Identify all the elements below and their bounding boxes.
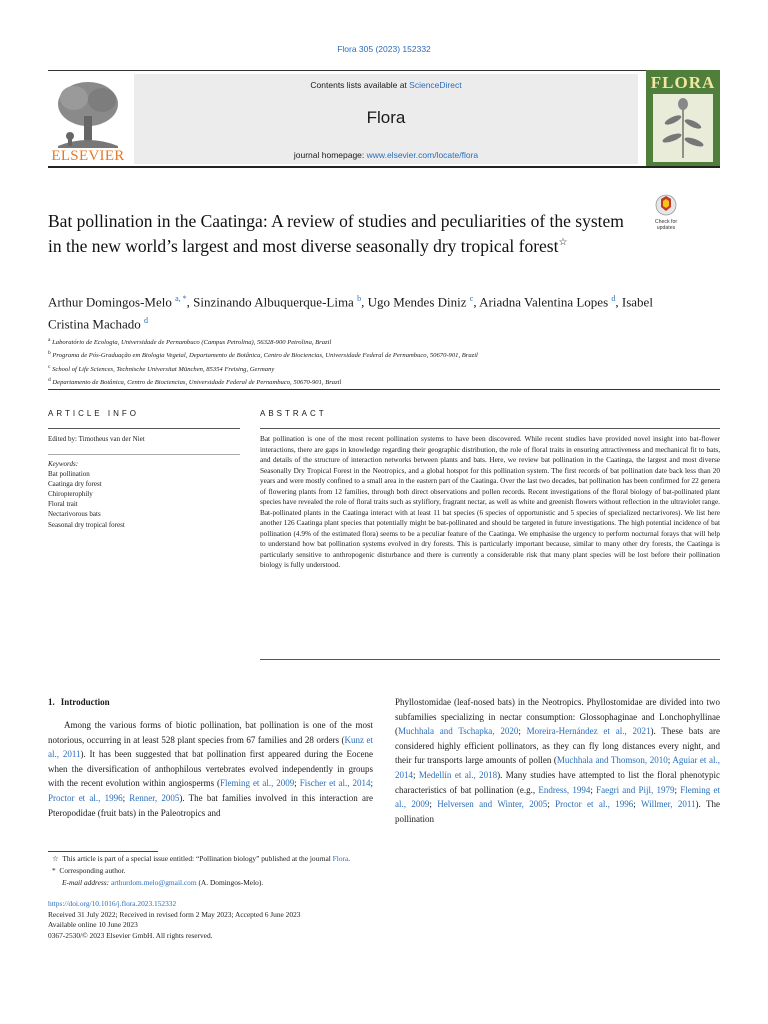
citation-link[interactable]: Fischer et al., 2014 xyxy=(299,778,371,789)
title-footnote-mark[interactable]: ☆ xyxy=(558,237,568,248)
body-text: ). The bat families involved in this interaction are Pteropodidae (fruit bats) in the Paleotropics and xyxy=(48,792,373,818)
affiliation-text: Laboratório de Ecologia, Universidade de Pernambuco (Campus Petrolina), 56328-900 Petrolina, Brazil xyxy=(52,339,332,347)
author-name[interactable]: Isabel Cristina Machado xyxy=(48,294,653,332)
citation-link[interactable]: Muchhala and Thomson, 2010 xyxy=(556,755,668,766)
keyword: Nectarivorous bats xyxy=(48,510,101,519)
body-text: ; xyxy=(122,792,130,803)
author-list xyxy=(48,289,688,334)
header-bottom-rule xyxy=(48,166,720,168)
body-text: ; xyxy=(370,778,373,789)
affiliation-key: b xyxy=(48,350,51,357)
journal-link[interactable]: Flora xyxy=(332,854,349,863)
footnote-email xyxy=(52,877,712,889)
body-text: ; xyxy=(413,769,419,780)
affiliation-text: School of Life Sciences, Technische Universitat München, 85354 Freising, Germany xyxy=(52,365,275,373)
affiliation-list xyxy=(48,335,720,389)
affiliation xyxy=(48,335,720,348)
author-affiliation-mark[interactable]: c xyxy=(469,294,474,303)
contents-prefix: Contents lists available at xyxy=(310,80,410,90)
keyword: Bat pollination xyxy=(48,470,90,479)
publisher-logo-text: ELSEVIER xyxy=(51,148,125,164)
affiliation-text: Departamento de Botânica, Centro de Biociencias, Universidade Federal de Pernambuco, 50670-901, Brazil xyxy=(52,379,342,387)
author-name[interactable]: Ariadna Valentina Lopes xyxy=(479,294,609,310)
citation-link[interactable]: Proctor et al., 1996 xyxy=(48,792,123,803)
author-name[interactable]: Ugo Mendes Diniz xyxy=(367,294,467,310)
keywords-block xyxy=(48,459,240,530)
body-text: ). Many studies have attempted to list the floral phenotypic characteristics of bat pollination (e.g., xyxy=(395,769,721,795)
section-heading-introduction xyxy=(48,697,110,707)
affiliation xyxy=(48,375,720,388)
doi-link[interactable]: https://doi.org/10.1016/j.flora.2023.152332 xyxy=(48,899,177,908)
affiliation-key: d xyxy=(48,377,51,384)
publication-info xyxy=(48,899,708,941)
citation-link[interactable]: Muchhala and Tschapka, 2020 xyxy=(398,726,519,737)
available-online: Available online 10 June 2023 xyxy=(48,920,138,930)
email-owner: (A. Domingos-Melo). xyxy=(196,877,264,887)
footnote-text: Corresponding author. xyxy=(59,865,126,875)
body-text: Among the various forms of biotic pollination, bat pollination is one of the most notorious, occurring in at least 528 plant species from 67 families and 28 orders ( xyxy=(48,720,373,745)
email-label: E-mail address: xyxy=(62,877,111,887)
body-column-right xyxy=(395,695,720,826)
body-text: ). These bats are considered highly efficient pollinators, as they can fly long distances every night, and their fur transports large amounts of pollen ( xyxy=(395,726,720,766)
article-title xyxy=(48,210,633,257)
footnote-corresponding xyxy=(52,865,712,877)
keyword: Caatinga dry forest xyxy=(48,480,102,489)
author-name[interactable]: Sinzinando Albuquerque-Lima xyxy=(193,294,354,310)
affiliation-text: Programa de Pós-Graduação em Biologia Vegetal, Departamento de Botânica, Centro de Biociencias, Universidade Federal de Pernambuco, 50670-901, Brazil xyxy=(52,352,478,360)
journal-citation[interactable]: Flora 305 (2023) 152332 xyxy=(337,44,431,54)
body-text: ; xyxy=(590,784,597,795)
body-column-left xyxy=(48,718,373,820)
footnote-end: . xyxy=(348,854,351,863)
citation-link[interactable]: Moreira-Hernández et al., 2021 xyxy=(526,726,651,737)
email-link[interactable]: arthurdom.melo@gmail.com xyxy=(111,877,197,887)
footnotes xyxy=(52,853,712,888)
citation-link[interactable]: Fleming et al., 2009 xyxy=(395,784,720,810)
citation-link[interactable]: Aguiar et al., 2014 xyxy=(395,755,720,780)
abstract-bottom-rule xyxy=(260,659,720,660)
citation-link[interactable]: Medellín et al., 2018 xyxy=(418,769,498,780)
affiliation-key: a xyxy=(48,337,51,343)
body-text: ; xyxy=(294,778,300,789)
homepage-prefix: journal homepage: xyxy=(293,150,367,160)
article-info-rule xyxy=(48,428,240,429)
footnote-text: This article is part of a special issue entitled: “Pollination biology” published at the journal xyxy=(62,854,333,863)
author-separator: , xyxy=(186,294,194,310)
contents-availability xyxy=(134,80,638,90)
section-divider xyxy=(48,389,720,390)
header-top-rule xyxy=(48,70,720,71)
body-text: Phyllostomidae (leaf-nosed bats) in the Neotropics. Phyllostomidae are divided into two subfamilies specializing in nectar consumption: Glossophaginae and Lonchophyllinae ( xyxy=(395,697,720,737)
sciencedirect-link[interactable]: ScienceDirect xyxy=(409,80,462,90)
author-name[interactable]: Arthur Domingos-Melo xyxy=(48,294,172,310)
citation-link[interactable]: Renner, 2005 xyxy=(129,792,180,803)
body-text: ). It has been suggested that bat pollination first appeared during the Eocene when the diversification of anthophilous vertebrates evolved independently in groups with the recent evolution within angiosperms ( xyxy=(48,749,373,789)
body-text: ; xyxy=(547,799,556,810)
citation-link[interactable]: Fleming et al., 2009 xyxy=(220,778,295,789)
body-text: ; xyxy=(674,784,681,795)
citation-link[interactable]: Proctor et al., 1996 xyxy=(555,799,634,810)
keyword: Chiropterophily xyxy=(48,490,93,499)
citation-link[interactable]: Helversen and Winter, 2005 xyxy=(437,799,548,810)
article-title-text: Bat pollination in the Caatinga: A review of studies and peculiarities of the system in the new world’s largest and most diverse seasonally dry tropical forest xyxy=(48,211,624,256)
edited-by: Edited by: Timotheus van der Niet xyxy=(48,435,145,443)
svg-text:updates: updates xyxy=(656,225,676,231)
keywords-heading: Keywords: xyxy=(48,460,79,468)
homepage-link[interactable]: www.elsevier.com/locate/flora xyxy=(366,150,479,160)
keyword: Floral trait xyxy=(48,500,78,509)
journal-cover-thumbnail[interactable] xyxy=(646,70,720,166)
svg-text:Check for: Check for xyxy=(654,219,678,225)
affiliation xyxy=(48,362,720,375)
author-separator: , xyxy=(615,294,622,310)
check-for-updates-badge[interactable] xyxy=(648,193,684,233)
received-dates: Received 31 July 2022; Received in revised form 2 May 2023; Accepted 6 June 2023 xyxy=(48,909,301,919)
journal-name: Flora xyxy=(366,108,406,127)
body-text: ; xyxy=(518,726,527,737)
author-affiliation-mark[interactable]: d xyxy=(144,316,149,326)
footnote-mark: ☆ xyxy=(52,854,59,863)
body-text: ). The pollination xyxy=(395,799,720,824)
author-affiliation-mark[interactable]: b xyxy=(357,294,362,303)
citation-link[interactable]: Faegri and Pijl, 1979 xyxy=(596,784,675,795)
author-separator: , xyxy=(473,294,480,310)
cover-plant-illustration xyxy=(653,94,713,162)
abstract-text: Bat pollination is one of the most recent pollination systems to have been discovered. While recent studies have provided novel insight into bat-flower interactions, there are gaps in knowledge regarding their geographic distribution, the role of floral traits in ensuring attractiveness and mechanical fit to bats, and details of the structure of interaction networks between plants and bats. Here, we review bat pollination in the Caatinga, the largest and most diverse Seasonally Dry Tropical Forest in the Neotropics, and a global hotspot for this pollination system. The first records of bat pollination date back less than 20 years and were mostly confined to a small area in the eastern part of the Caatinga. Over the last two decades, bat pollination has been confirmed for 22 genera of flowering plants from 12 families, through both direct observations and pollen records. Recent investigations of the floral biology of bat-pollinated plant species have revealed the role of floral traits such as styliflory, fragrant nectar, as well as white and greenish flowers without reflection in the ultraviolet range. Bat-pollinated plants in the Caatinga interact with at least 11 bat species (6 species of opportunistic and 5 species of specialized nectarivores). We list here another 126 Caatinga plant species that potentially might be bat-pollinated and should be targeted in future investigations. The high potential incidence of bat pollination (4.9% of the estimated flora) seems to be a peculiar feature of the Caatinga. We emphasise the urgency to perform nocturnal forays that will help to understand how bat pollination systems evolved in dry forests. This is particularly important because, similar to many other dry forests, the Caatinga is particularly sensitive to anthropogenic disturbance and there is currently a considerable risk that many plant species will be lost before their pollination biology is fully understood. xyxy=(260,435,720,569)
citation-link[interactable]: Willmer, 2011 xyxy=(640,799,696,810)
body-text: ; xyxy=(667,755,673,766)
author-separator: , xyxy=(361,294,368,310)
abstract-heading: ABSTRACT xyxy=(260,409,327,418)
body-text: ; xyxy=(429,799,438,810)
article-info-subrule xyxy=(48,454,240,455)
body-text: ; xyxy=(633,799,641,810)
citation-link[interactable]: Kunz et al., 2011 xyxy=(48,734,373,760)
affiliation xyxy=(48,348,720,361)
abstract-rule xyxy=(260,428,720,429)
author-affiliation-mark[interactable]: a, * xyxy=(175,294,187,303)
journal-homepage xyxy=(134,150,638,160)
article-info-heading: ARTICLE INFO xyxy=(48,409,139,418)
footnote-mark: * xyxy=(52,865,56,875)
copyright: 0367-2530/© 2023 Elsevier GmbH. All rights reserved. xyxy=(48,930,213,940)
cover-title: FLORA xyxy=(650,73,716,92)
citation-link[interactable]: Endress, 1994 xyxy=(538,784,591,795)
affiliation-key: c xyxy=(48,363,51,370)
section-number: 1. xyxy=(48,697,55,707)
section-title: Introduction xyxy=(60,697,110,707)
author-affiliation-mark[interactable]: d xyxy=(611,294,616,303)
footnote-rule xyxy=(48,851,158,852)
footnote-special-issue xyxy=(52,853,712,865)
keyword: Seasonal dry tropical forest xyxy=(48,520,125,529)
